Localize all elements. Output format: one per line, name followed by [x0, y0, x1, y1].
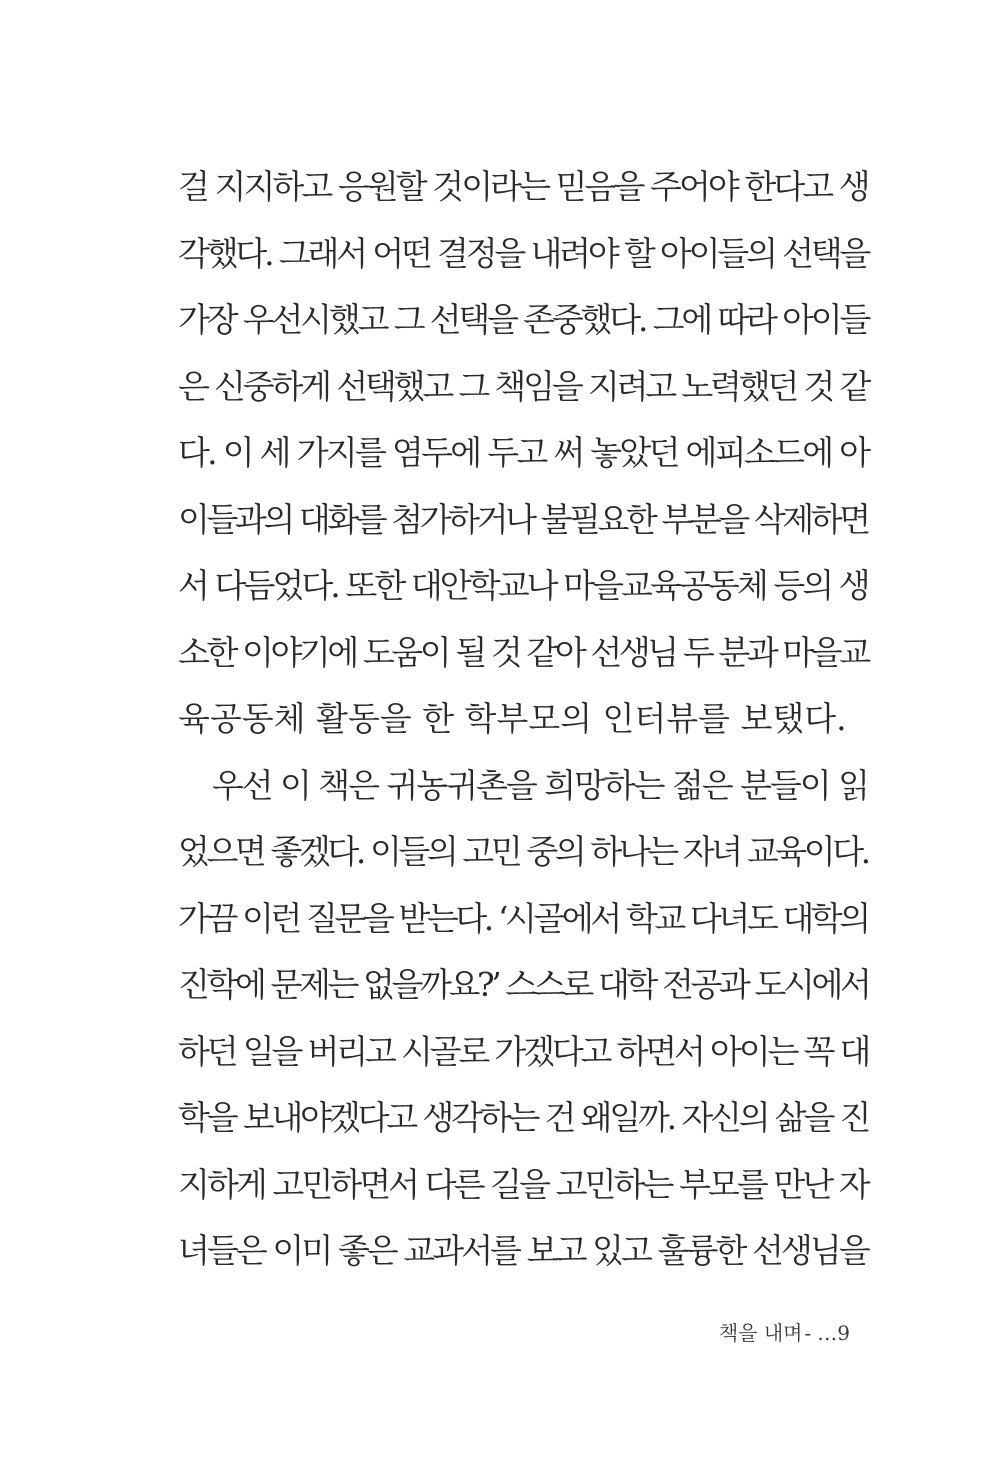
body-line: 녀들은 이미 좋은 교과서를 보고 있고 훌륭한 선생님을: [178, 1231, 868, 1270]
body-line: 었으면 좋겠다. 이들의 고민 중의 하나는 자녀 교육이다.: [178, 832, 868, 871]
page-number: …9: [817, 1321, 850, 1345]
body-line: 진학에 문제는 없을까요?’ 스스로 대학 전공과 도시에서: [178, 965, 869, 1004]
body-line: 걸 지지하고 응원할 것이라는 믿음을 주어야 한다고 생: [178, 167, 868, 206]
body-line: 육공동체 활동을 한 학부모의 인터뷰를 보탰다.: [178, 699, 847, 738]
body-line: 다. 이 세 가지를 염두에 두고 써 놓았던 에피소드에 아: [178, 433, 869, 472]
footer-separator: -: [804, 1321, 812, 1345]
body-line: 학을 보내야겠다고 생각하는 건 왜일까. 자신의 삶을 진: [178, 1098, 869, 1137]
body-line: 가장 우선시했고 그 선택을 존중했다. 그에 따라 아이들: [178, 300, 869, 339]
body-line: 하던 일을 버리고 시골로 가겠다고 하면서 아이는 꼭 대: [178, 1031, 869, 1071]
body-line: 지하게 고민하면서 다른 길을 고민하는 부모를 만난 자: [178, 1164, 868, 1204]
body-text: [178, 162, 868, 1293]
body-line: 각했다. 그래서 어떤 결정을 내려야 할 아이들의 선택을: [178, 233, 869, 273]
section-title: 책을 내며: [718, 1321, 803, 1345]
body-line: 은 신중하게 선택했고 그 책임을 지려고 노력했던 것 같: [178, 366, 869, 406]
body-line: 서 다듬었다. 또한 대안학교나 마을교육공동체 등의 생: [178, 566, 868, 605]
body-line: 소한 이야기에 도움이 될 것 같아 선생님 두 분과 마을교: [178, 632, 868, 672]
body-line: 이들과의 대화를 첨가하거나 불필요한 부분을 삭제하면: [178, 499, 868, 539]
body-line: 우선 이 책은 귀농귀촌을 희망하는 젊은 분들이 읽: [178, 765, 868, 805]
body-line: 가끔 이런 질문을 받는다. ‘시골에서 학교 다녀도 대학의: [178, 898, 868, 938]
page-footer: [719, 1318, 850, 1348]
